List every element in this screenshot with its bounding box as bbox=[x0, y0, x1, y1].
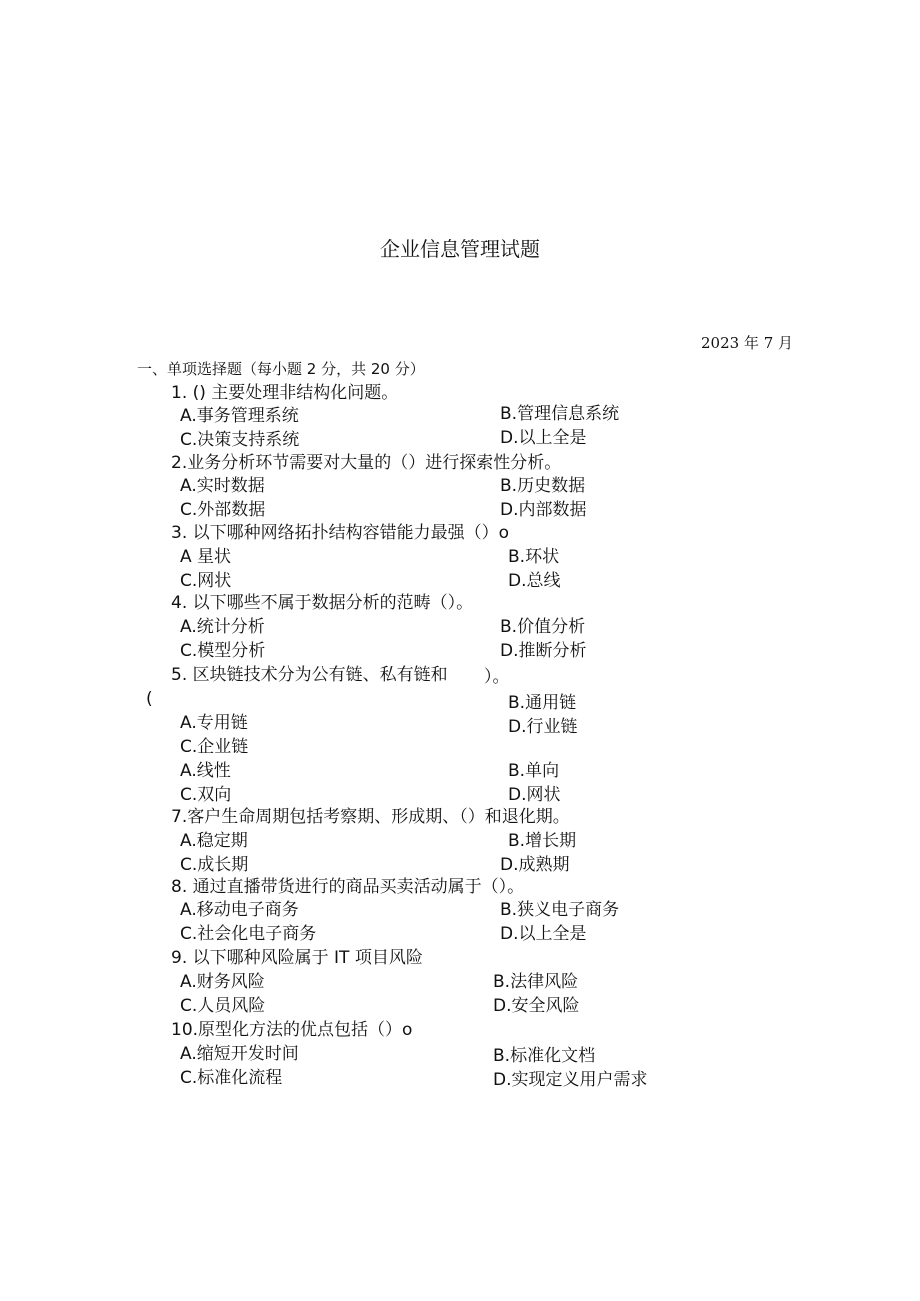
question-4-option-d: D.推断分析 bbox=[500, 641, 587, 661]
question-4-option-a: A.统计分析 bbox=[180, 617, 265, 637]
section-heading: 一、单项选择题（每小题 2 分，共 20 分） bbox=[137, 360, 425, 378]
page-title: 企业信息管理试题 bbox=[380, 237, 540, 261]
question-9-option-c: C.人员风险 bbox=[180, 996, 266, 1016]
question-9-stem: 9. 以下哪种风险属于 IT 项目风险 bbox=[171, 948, 423, 968]
question-3-option-d: D.总线 bbox=[508, 571, 561, 591]
question-5-option-b: B.通用链 bbox=[508, 693, 577, 713]
question-1-option-a: A.事务管理系统 bbox=[180, 406, 299, 426]
question-6-option-a: A.线性 bbox=[180, 761, 231, 781]
question-9-option-b: B.法律风险 bbox=[493, 972, 579, 992]
question-3-stem: 3. 以下哪种网络拓扑结构容错能力最强（）o bbox=[171, 523, 510, 543]
exam-date: 2023 年 7 月 bbox=[701, 334, 794, 352]
question-5-stem: 5. 区块链技术分为公有链、私有链和 bbox=[171, 665, 448, 685]
question-8-stem: 8. 通过直播带货进行的商品买卖活动属于（）。 bbox=[171, 877, 525, 897]
question-9-option-d: D.安全风险 bbox=[493, 996, 580, 1016]
question-2-stem: 2.业务分析环节需要对大量的（）进行探索性分析。 bbox=[171, 453, 562, 473]
question-10-option-a: A.缩短开发时间 bbox=[180, 1044, 299, 1064]
question-1-option-b: B.管理信息系统 bbox=[500, 404, 620, 424]
question-9-option-a: A.财务风险 bbox=[180, 972, 265, 992]
question-6-option-d: D.网状 bbox=[508, 785, 561, 805]
question-8-option-d: D.以上全是 bbox=[500, 924, 587, 944]
question-10-option-b: B.标准化文档 bbox=[493, 1046, 596, 1066]
question-1-option-d: D.以上全是 bbox=[500, 428, 587, 448]
question-10-stem: 10.原型化方法的优点包括（）o bbox=[171, 1020, 413, 1040]
question-7-option-d: D.成熟期 bbox=[500, 855, 570, 875]
question-3-option-c: C.网状 bbox=[180, 571, 232, 591]
question-6-option-c: C.双向 bbox=[180, 785, 232, 805]
question-7-stem: 7.客户生命周期包括考察期、形成期、（）和退化期。 bbox=[171, 807, 570, 827]
question-3-option-b: B.环状 bbox=[508, 547, 560, 567]
question-8-option-c: C.社会化电子商务 bbox=[180, 924, 317, 944]
question-2-option-b: B.历史数据 bbox=[500, 476, 586, 496]
question-5-stem-tail: ）。 bbox=[484, 667, 510, 687]
question-7-option-a: A.稳定期 bbox=[180, 831, 248, 851]
question-10-option-d: D.实现定义用户需求 bbox=[493, 1070, 648, 1090]
question-2-option-c: C.外部数据 bbox=[180, 500, 266, 520]
question-4-option-c: C.模型分析 bbox=[180, 641, 266, 661]
question-8-option-b: B.狭义电子商务 bbox=[500, 900, 620, 920]
question-3-option-a: A 星状 bbox=[180, 547, 232, 567]
question-5-option-c: C.企业链 bbox=[180, 737, 249, 757]
question-5-option-d: D.行业链 bbox=[508, 717, 578, 737]
question-7-option-c: C.成长期 bbox=[180, 855, 249, 875]
question-2-option-a: A.实时数据 bbox=[180, 476, 265, 496]
question-2-option-d: D.内部数据 bbox=[500, 500, 587, 520]
question-6-option-b: B.单向 bbox=[508, 761, 560, 781]
question-8-option-a: A.移动电子商务 bbox=[180, 900, 299, 920]
question-7-option-b: B.增长期 bbox=[508, 831, 577, 851]
question-10-option-c: C.标准化流程 bbox=[180, 1068, 283, 1088]
question-4-stem: 4. 以下哪些不属于数据分析的范畴（）。 bbox=[171, 593, 474, 613]
question-5-paren: ( bbox=[146, 689, 153, 709]
question-5-option-a: A.专用链 bbox=[180, 713, 248, 733]
question-1-option-c: C.决策支持系统 bbox=[180, 430, 300, 450]
question-4-option-b: B.价值分析 bbox=[500, 617, 586, 637]
question-1-stem: 1. () 主要处理非结构化问题。 bbox=[171, 383, 399, 403]
